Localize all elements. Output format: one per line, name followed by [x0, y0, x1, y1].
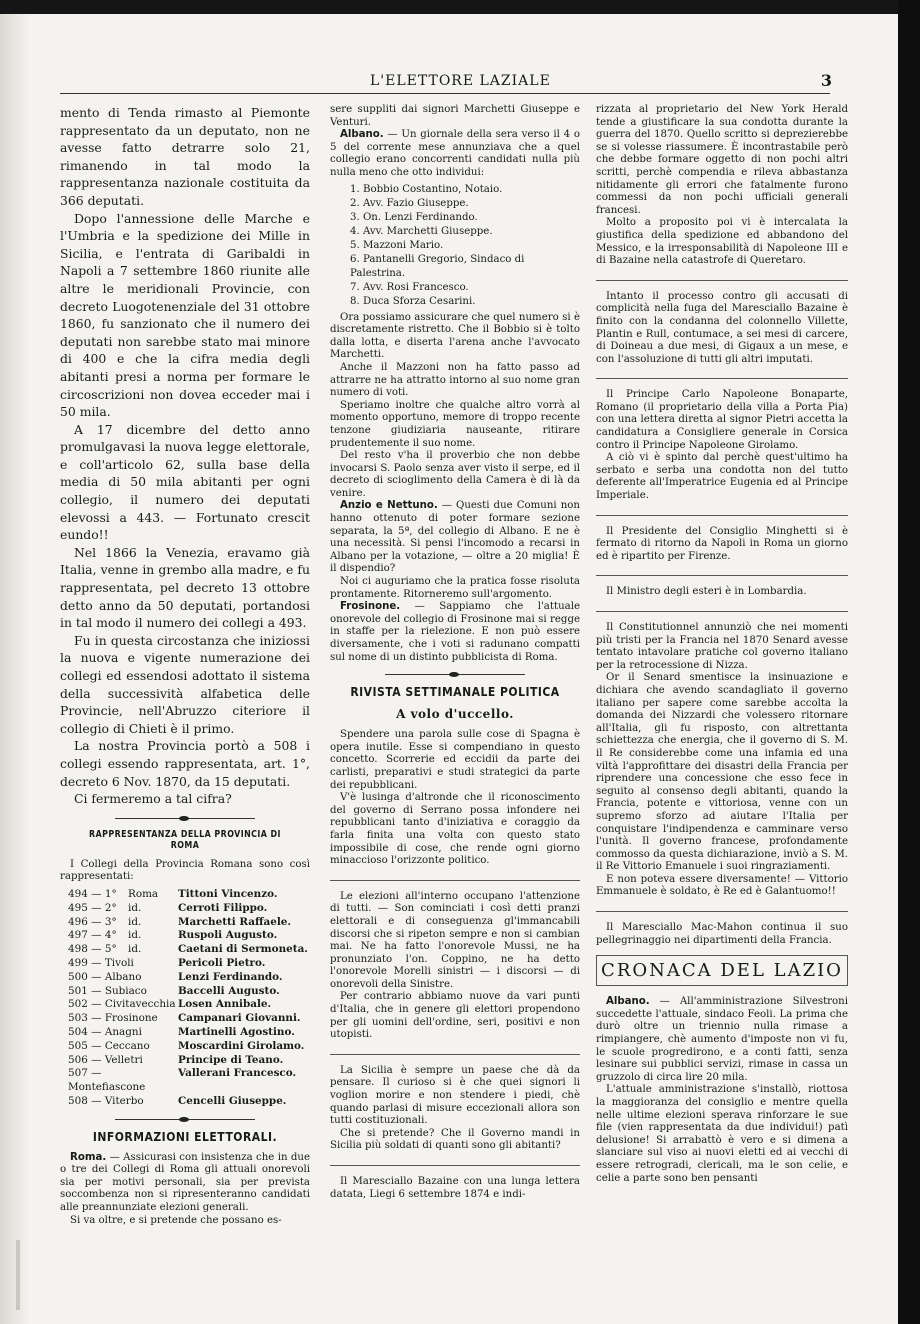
list-item: 1. Bobbio Costantino, Notaio.	[350, 183, 503, 195]
collegio-row	[68, 1026, 310, 1040]
deputy-name: Martinelli Agostino.	[178, 1025, 295, 1038]
list-item: 7. Avv. Rosi Francesco.	[350, 281, 469, 293]
paragraph: Or il Senard smentisce la insinuazione e dichiara che avendo scandagliato il governo italiano per sapere come sarebbe accolta la domanda dei Nizzardi che volessero ritornare all'Italia, gli fu risposto, con altrettanta schiettezza che energia, che il governo di S. M. il Re considerebbe come una infamia ed una viltà l'approfittare dei disastri della Francia per riprendere una concessione che esso fece in seguito al consenso degli abitanti, quando la Francia, potente e vittoriosa, venne con un supremo sforzo ad aiutare l'Italia per conquistare l'indipendenza e camminare verso l'unità. Il governo francese, profondamente commosso da questa dichiarazione, inviò a S. M. il Re Vittorio Emanuele i suoi ringraziamenti.	[596, 672, 848, 873]
collegio-number: 503 — Frosinone	[68, 1012, 158, 1025]
divider	[330, 880, 580, 881]
deputy-name: Tittoni Vincenzo.	[178, 887, 278, 900]
collegio-row	[68, 971, 310, 985]
collegio-number: 504 — Anagni	[68, 1025, 142, 1038]
deputy-name: Pericoli Pietro.	[178, 956, 266, 969]
deputy-name: Ruspoli Augusto.	[178, 929, 278, 942]
scan-right-border	[898, 0, 920, 1324]
paragraph: rizzata al proprietario del New York Herald tende a giustificare la sua condotta durante la guerra del 1870. Quello scritto si deprezierebbe se si volesse riassumere. È incontrastabile però che debbe formare oggetto di non pochi altri scritti, perchè compendia e rileva abbastanza nitidamente gli errori che fatalmente furono commessi da non pochi ufficiali generali francesi.	[596, 104, 848, 216]
paragraph: Anche il Mazzoni non ha fatto passo ad attrarre ne ha attratto intorno al suo nome gran numero di voti.	[330, 361, 580, 399]
list-item: 2. Avv. Fazio Giuseppe.	[350, 197, 469, 209]
deputy-name: Cerroti Filippo.	[178, 901, 268, 914]
collegio-row	[68, 1067, 310, 1095]
list-item: 8. Duca Sforza Cesarini.	[350, 295, 476, 307]
page-gutter-shadow	[0, 14, 30, 1324]
column-2	[330, 104, 580, 1264]
paragraph: Il Principe Carlo Napoleone Bonaparte, Romano (il proprietario della villa a Porta Pia) con una lettera diretta al signor Pietri accetta la candidatura a Consigliere generale in Corsica contro il Principe Napoleone Girolamo.	[596, 389, 848, 451]
paragraph: Il Ministro degli esteri è in Lombardia.	[606, 586, 807, 598]
paragraph: Speriamo inoltre che qualche altro vorrà al momento opportuno, memore di troppo recente tenzone giudiziaria nauseante, ritirare prudentemente il suo nome.	[330, 399, 580, 449]
collegio-number: 508 — Viterbo	[68, 1094, 144, 1107]
page-edge-mark	[16, 1240, 20, 1310]
column-3	[596, 104, 848, 1264]
paragraph: Ci fermeremo a tal cifra?	[74, 791, 232, 807]
paragraph: Fu in questa circostanza che iniziossi la nuova e vigente numerazione dei collegi ed essendosi adottato il sistema della successività alfabetica delle Provincie, nell'Abruzzo citeriore il collegio di Chieti è il primo.	[60, 632, 310, 736]
collegio-row	[68, 943, 310, 957]
column-1	[60, 104, 310, 1264]
paragraph: Intanto il processo contro gli accusati di complicità nella fuga del Maresciallo Bazaine è finito con la condanna del colonnello Villette, Plantin e Rull, contumace, a sei mesi di carcere, di Doineau a due mesi, di Gigaux a un mese, e con l'assoluzione di tutti gli altri imputati.	[596, 290, 848, 365]
list-item: 3. On. Lenzi Ferdinando.	[350, 211, 478, 223]
paragraph: Si va oltre, e si pretende che possano es-	[70, 1214, 282, 1226]
item-text: — All'amministrazione Silvestroni succedette l'attuale, sindaco Feoli. La prima che durò oltre un triennio nulla rimase a rimpiangere, chè aumento d'imposte non vi fu, le scuole progredirono, e a conti fatti, senza lesinare sui pubblici servizi, rimase in cassa un gruzzolo di circa lire 20 mila.	[596, 996, 848, 1083]
paragraph: Il Presidente del Consiglio Minghetti si è fermato di ritorno da Napoli in Roma un giorno ed è ripartito per Firenze.	[596, 525, 848, 562]
paragraph: Che si pretende? Che il Governo mandi in Sicilia più soldati di quanti sono gli abitanti?	[330, 1127, 580, 1152]
collegio-number: 495 — 2°	[68, 901, 117, 914]
paragraph	[330, 500, 580, 576]
paragraph: Noi ci auguriamo che la pratica fosse risoluta prontamente. Ritorneremo sull'argomento.	[330, 576, 580, 600]
collegio-number: 498 — 5°	[68, 943, 117, 956]
item-lead: Frosinone.	[340, 601, 401, 613]
collegio-number: 496 — 3°	[68, 915, 117, 928]
collegio-row	[68, 902, 310, 916]
paragraph: I Collegi della Provincia Romana sono così rappresentati:	[60, 858, 310, 883]
collegio-row	[68, 916, 310, 930]
collegio-place: id.	[128, 929, 142, 942]
paragraph	[596, 996, 848, 1084]
divider	[596, 575, 848, 576]
collegio-number: 500 — Albano	[68, 970, 142, 983]
divider	[596, 280, 848, 281]
collegio-row	[68, 1012, 310, 1026]
divider	[596, 611, 848, 612]
item-text: — Un giornale della sera verso il 4 o 5 del corrente mese annunziava che a quel collegio erano concorrenti candidati nulla più nulla meno che otto individui:	[330, 129, 580, 178]
list-item: 6. Pantanelli Gregorio, Sindaco di Palestrina.	[350, 253, 525, 279]
paragraph: L'attuale amministrazione s'installò, riottosa la maggioranza del consiglio e mentre quella nelle ultime elezioni sperava rinforzare le sue file (vien rappresentata da due individui!) patì delusione! Si arrabattò è vero e si dimena a slanciare sul viso ai nuovi eletti ed ai vecchi di essere retrogradi, clericali, ma le son celie, e celie a parte sono ben pensanti	[596, 1084, 848, 1184]
paragraph: Nel 1866 la Venezia, eravamo già Italia, venne in grembo alla madre, e fu rappresentata, pel decreto 13 ottobre detto anno da 50 deputati, portandosi in tal modo il numero dei collegi a 493.	[60, 544, 310, 631]
paragraph: Ora possiamo assicurare che quel numero si è discretamente ristretto. Che il Bobbio si è tolto dalla lotta, e diserta l'arena anche l'avvocato Marchetti.	[330, 311, 580, 361]
collegio-place: id.	[128, 901, 142, 914]
item-text: — Questi due Comuni non hanno ottenuto di poter formare sezione separata, la 5ª, del collegio di Albano. E ne è una necessità. Si pensi l'incomodo a recarsi in Albano per la votazione, — oltre a 20 miglia! È il dispendio?	[330, 500, 580, 575]
collegio-place: id.	[128, 943, 142, 956]
section-title: RAPPRESENTANZA DELLA PROVINCIA DI ROMA	[89, 828, 281, 851]
paragraph: La Sicilia è sempre un paese che dà da pensare. Il curioso si è che quei signori li voglion morire e non stendere i piedi, chè quando parlasi di misure eccezionali allora son tutti costituzionali.	[330, 1064, 580, 1127]
list-item: 4. Avv. Marchetti Giuseppe.	[350, 225, 493, 237]
list-item: 5. Mazzoni Mario.	[350, 239, 444, 251]
paragraph	[330, 129, 580, 179]
collegio-number: 494 — 1°	[68, 887, 117, 900]
paragraph	[330, 601, 580, 664]
collegio-row	[68, 1054, 310, 1068]
scan-top-border	[0, 0, 920, 14]
paragraph: Spendere una parola sulle cose di Spagna è opera inutile. Esse si compendiano in questo concetto. Scorrerie ed eccidii da parte dei carlisti, preparativi e studi strategici da parte dei repubblicani.	[330, 729, 580, 791]
paragraph: Il Constitutionnel annunziò che nei momenti più tristi per la Francia nel 1870 Senard avesse tentato intavolare pratiche col governo italiano per la retrocessione di Nizza.	[596, 622, 848, 671]
newspaper-title: L'ELETTORE LAZIALE	[370, 73, 551, 89]
deputy-name: Principe di Teano.	[178, 1053, 284, 1066]
collegio-number: 505 — Ceccano	[68, 1039, 150, 1052]
deputy-name: Marchetti Raffaele.	[178, 915, 292, 928]
collegio-row	[68, 985, 310, 999]
divider	[596, 515, 848, 516]
paragraph	[60, 1152, 310, 1215]
collegio-number: 506 — Velletri	[68, 1053, 143, 1066]
collegio-number: 502 — Civitavecchia	[68, 998, 176, 1011]
section-divider	[115, 1119, 255, 1120]
collegio-row	[68, 957, 310, 971]
paragraph: A 17 dicembre del detto anno promulgavasi la nuova legge elettorale, e coll'articolo 62, sulla base della media di 50 mila abitanti per ogni collegio, il numero dei deputati elevossi a 443. — Fortunato crescit eundo!!	[60, 421, 310, 543]
paragraph: sere suppliti dai signori Marchetti Giuseppe e Venturi.	[330, 104, 580, 128]
divider	[596, 378, 848, 379]
cronaca-title: CRONACA DEL LAZIO	[596, 955, 848, 986]
item-lead: Albano.	[606, 996, 650, 1008]
section-divider	[115, 818, 255, 819]
paragraph: La nostra Provincia portò a 508 i collegi essendo rappresentata, art. 1°, decreto 6 Nov. 1870, da 15 deputati.	[60, 738, 310, 789]
section-title: RIVISTA SETTIMANALE POLITICA	[350, 685, 560, 700]
collegio-number: 507 — Montefiascone	[68, 1067, 146, 1094]
item-text: — Assicurasi con insistenza che in due o tre dei Collegi di Roma gli attuali onorevoli sia per motivi personali, sia per prevista soccombenza non si ripresenteranno candidati alle preannunziate elezioni generali.	[60, 1151, 310, 1214]
divider	[330, 1165, 580, 1166]
item-lead: Roma.	[70, 1151, 107, 1163]
paragraph: Per contrario abbiamo nuove da vari punti d'Italia, che in genere gli elettori propendono per gli uomini dell'ordine, seri, positivi e non utopisti.	[330, 991, 580, 1041]
collegio-place: Roma	[128, 887, 159, 900]
collegio-place: id.	[128, 915, 142, 928]
collegi-list	[68, 888, 310, 1109]
paragraph: A ciò vi è spinto dal perchè quest'ultimo ha serbato e serba una condotta non del tutto deferente all'Imperatrice Eugenia ed al Principe Imperiale.	[596, 452, 848, 502]
divider	[330, 1054, 580, 1055]
paragraph: Il Maresciallo Bazaine con una lunga lettera datata, Liegi 6 settembre 1874 e indi-	[330, 1176, 580, 1200]
collegio-row	[68, 1040, 310, 1054]
section-divider	[385, 674, 525, 675]
deputy-name: Baccelli Augusto.	[178, 984, 280, 997]
paragraph: Dopo l'annessione delle Marche e l'Umbria e la spedizione dei Mille in Sicilia, e l'entrata di Garibaldi in Napoli a 7 settembre 1860 riunite alle altre le meridionali Provincie, con decreto Luogotenenziale del 31 ottobre 1860, fu sanzionato che il numero dei deputati non sarebbe stato mai minore di 400 e che la cifra media degli abitanti presi a norma per formare le circoscrizioni non dovea ecceder mai i 50 mila.	[60, 210, 310, 420]
paragraph: V'è lusinga d'altronde che il riconoscimento del governo di Serrano possa infondere nei repubblicani tanto d'iniziativa e coraggio da farla finita una volta con questo stato impossibile di cose, che rende ogni giorno minaccioso l'orizzonte politico.	[330, 792, 580, 867]
paragraph: Molto a proposito poi vi è intercalata la giustifica della spedizione ed abbandono del Messico, e la irresponsabilità di Napoleone III e di Bazaine nella catastrofe di Queretaro.	[596, 217, 848, 267]
divider	[596, 911, 848, 912]
section-subtitle: A volo d'uccello.	[396, 707, 514, 722]
section-title: INFORMAZIONI ELETTORALI.	[92, 1129, 278, 1144]
deputy-name: Losen Annibale.	[178, 998, 272, 1011]
collegio-number: 501 — Subiaco	[68, 984, 147, 997]
paragraph: Del resto v'ha il proverbio che non debbe invocarsi S. Paolo senza aver visto il serpe, ed il decreto di scioglimento della Camera è di là da venire.	[330, 450, 580, 499]
deputy-name: Moscardini Girolamo.	[178, 1039, 305, 1052]
collegio-row	[68, 888, 310, 902]
paragraph: Le elezioni all'interno occupano l'attenzione di tutti. — Son cominciati i così detti pranzi elettorali e di conseguenza gl'immancabili discorsi che si ripeton sempre e non si cambian mai. Ne ha fatto l'onorevole Mussi, ne ha pronunziato l'on. Coppino, ne ha detto l'onorevole Morelli sinistri — i discorsi — di onorevoli della Sinistre.	[330, 890, 580, 990]
item-text: — Sappiamo che l'attuale onorevole del collegio di Frosinone mai si regge in staffe per la rielezione. E non può essere diversamente, che i voti si radunano compatti sul nome di un distinto pubblicista di Roma.	[330, 601, 580, 663]
candidati-list	[350, 183, 580, 309]
collegio-number: 497 — 4°	[68, 929, 117, 942]
deputy-name: Vallerani Francesco.	[178, 1067, 297, 1080]
paragraph: E non poteva essere diversamente! — Vittorio Emmanuele è soldato, è Re ed è Galantuomo!!	[596, 873, 848, 898]
collegio-row	[68, 1095, 310, 1109]
collegio-number: 499 — Tivoli	[68, 956, 134, 969]
deputy-name: Campanari Giovanni.	[178, 1012, 301, 1025]
paragraph: mento di Tenda rimasto al Piemonte rappresentato da un deputato, non ne avesse fatto detrarre solo 21, rimanendo in tal modo la rappresentanza nazionale costituita da 366 deputati.	[60, 105, 310, 208]
page-header	[60, 73, 830, 94]
paragraph: Il Maresciallo Mac-Mahon continua il suo pellegrinaggio nei dipartimenti della Francia.	[596, 922, 848, 946]
deputy-name: Cencelli Giuseppe.	[178, 1094, 287, 1107]
deputy-name: Caetani di Sermoneta.	[178, 943, 308, 956]
deputy-name: Lenzi Ferdinando.	[178, 970, 283, 983]
item-lead: Anzio e Nettuno.	[340, 500, 438, 512]
item-lead: Albano.	[340, 129, 384, 141]
collegio-row	[68, 998, 310, 1012]
page-number: 3	[820, 71, 832, 90]
collegio-row	[68, 929, 310, 943]
